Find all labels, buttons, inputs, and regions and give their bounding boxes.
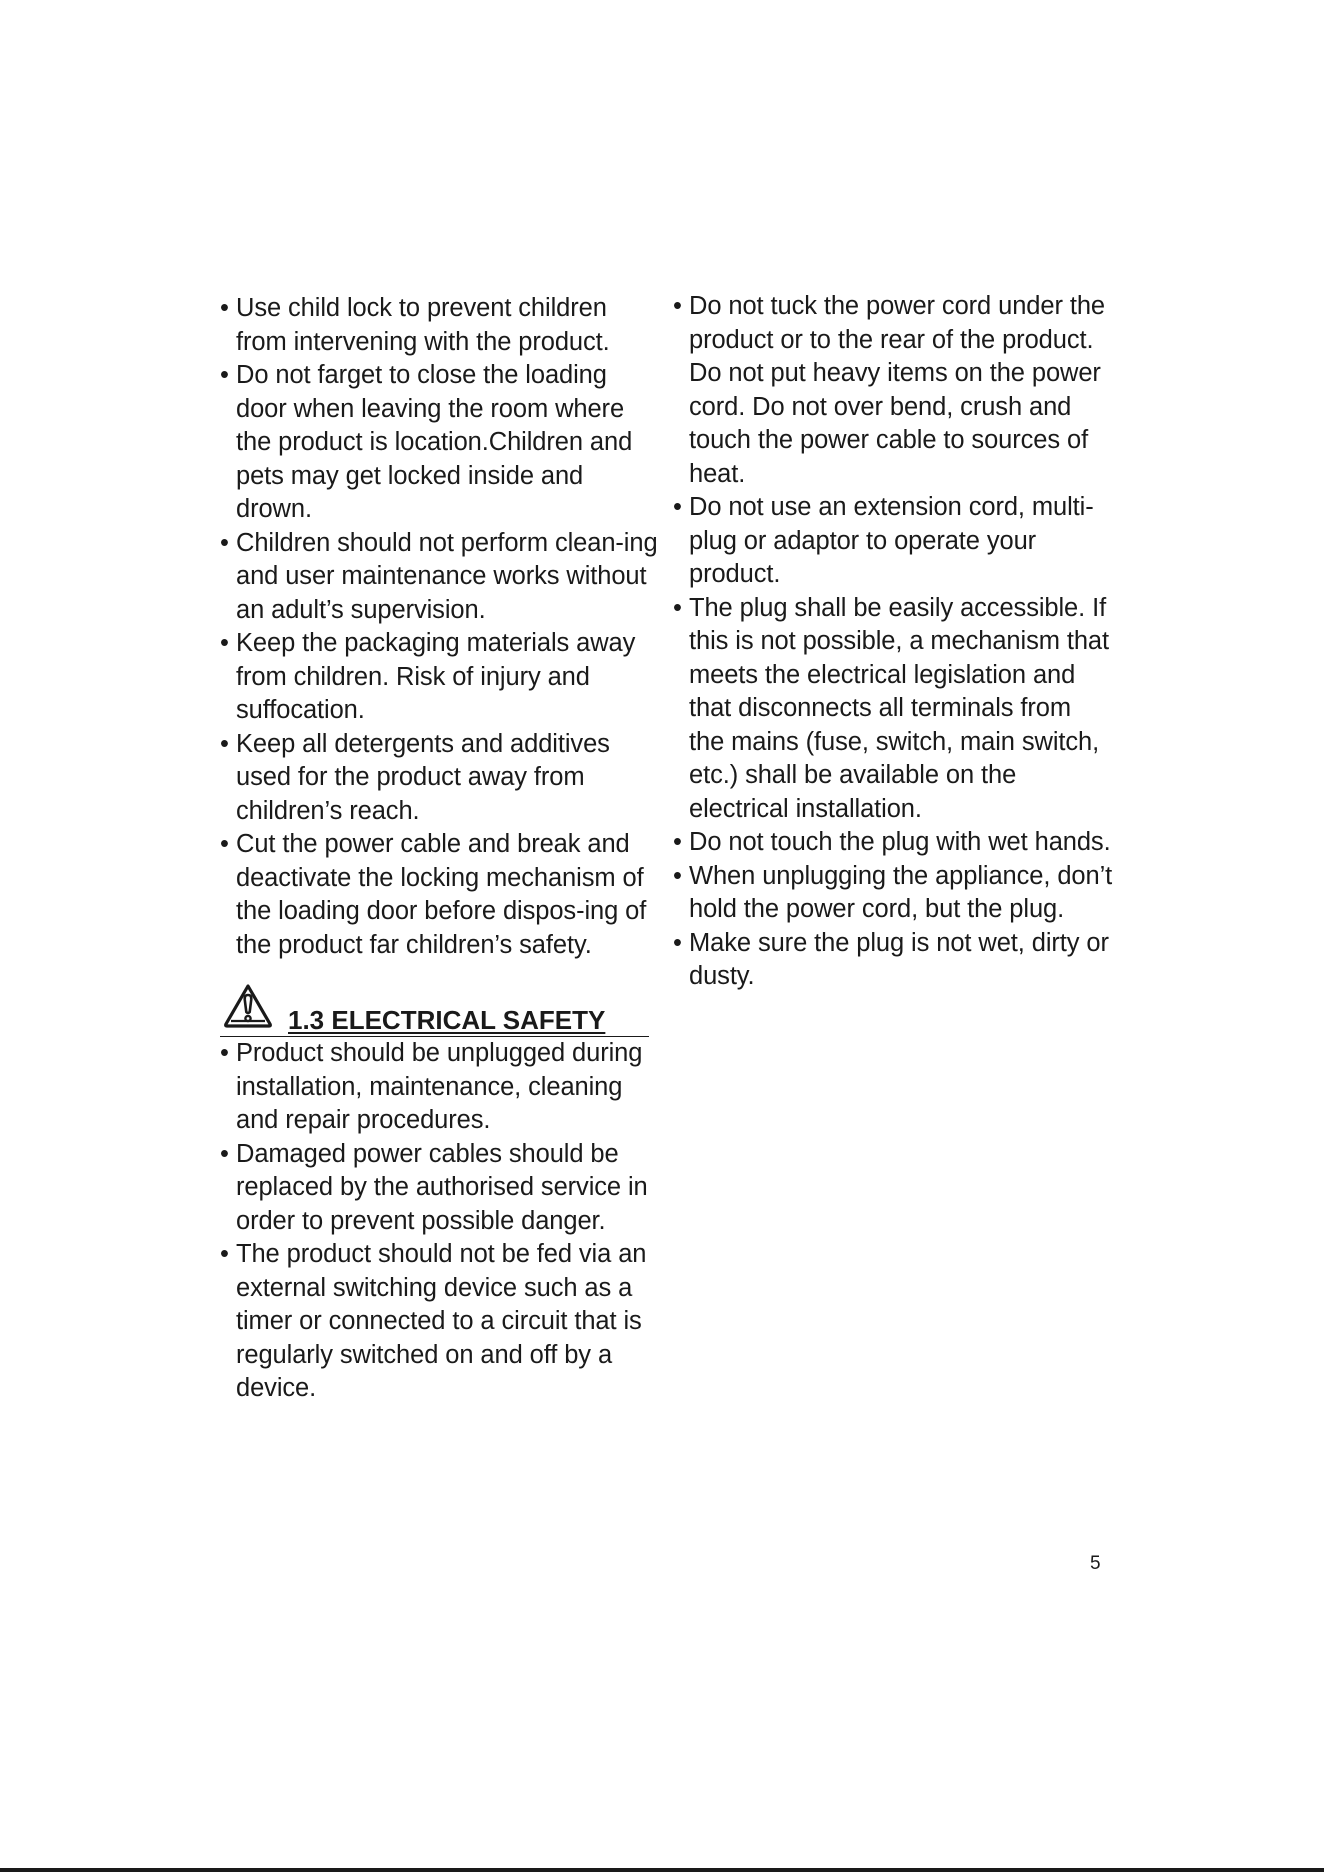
bullet: • xyxy=(673,593,682,622)
bullet: • xyxy=(220,830,229,858)
safety-list-children xyxy=(220,292,660,962)
bullet: • xyxy=(673,928,682,957)
right-column xyxy=(673,290,1113,994)
bullet: • xyxy=(220,1139,229,1168)
bullet: • xyxy=(673,861,682,890)
list-item-text: Cut the power cable and break and deactivate the locking mechanism of the loading door before dispos-ing of the product far children’s safety. xyxy=(236,830,647,959)
bullet: • xyxy=(220,528,229,557)
list-item xyxy=(673,592,1113,827)
list-item-text: Use child lock to prevent children from intervening with the product. xyxy=(236,294,610,356)
section-title: 1.3 ELECTRICAL SAFETY xyxy=(288,1005,606,1035)
list-item-text: Damaged power cables should be replaced by the authorised service in order to prevent possible danger. xyxy=(236,1139,648,1235)
list-item-text: Do not farget to close the loading door when leaving the room where the product is location.Children and pets may get locked inside and drown. xyxy=(236,361,633,523)
list-item xyxy=(220,1138,660,1239)
safety-list-power-cord xyxy=(673,290,1113,994)
list-item xyxy=(220,1037,660,1138)
list-item-text: Keep all detergents and additives used for the product away from children’s reach. xyxy=(236,729,610,825)
list-item xyxy=(220,828,660,962)
list-item-text: Product should be unplugged during installation, maintenance, cleaning and repair procedures. xyxy=(236,1039,643,1134)
list-item-text: Do not use an extension cord, multi-plug or adaptor to operate your product. xyxy=(689,493,1094,588)
list-item xyxy=(220,1238,660,1406)
section-heading-electrical-safety xyxy=(220,980,649,1037)
bullet: • xyxy=(673,828,682,856)
list-item-text: When unplugging the appliance, don’t hold the power cord, but the plug. xyxy=(689,861,1113,923)
bullet: • xyxy=(673,292,682,320)
list-item-text: Make sure the plug is not wet, dirty or dusty. xyxy=(689,928,1109,990)
page-number: 5 xyxy=(1090,1553,1101,1574)
list-item xyxy=(220,292,660,359)
list-item xyxy=(673,826,1113,860)
left-column xyxy=(220,292,660,1406)
bullet: • xyxy=(220,1240,229,1268)
bullet: • xyxy=(220,729,229,758)
bullet: • xyxy=(673,493,682,521)
warning-triangle-icon xyxy=(222,980,274,1030)
list-item xyxy=(673,491,1113,592)
bullet: • xyxy=(220,1039,229,1067)
list-item-text: Do not touch the plug with wet hands. xyxy=(689,828,1111,856)
bottom-border xyxy=(0,1868,1324,1872)
list-item xyxy=(220,527,660,628)
list-item-text: The product should not be fed via an external switching device such as a timer or connected to a circuit that is regularly switched on and off by a device. xyxy=(236,1240,647,1402)
bullet: • xyxy=(220,294,229,322)
list-item-text: The plug shall be easily accessible. If this is not possible, a mechanism that meets the electrical legislation and that disconnects all terminals from the mains (fuse, switch, main switch, etc.) shall be available on the electrical installation. xyxy=(689,593,1109,823)
list-item xyxy=(220,728,660,829)
list-item-text: Do not tuck the power cord under the product or to the rear of the product. Do not put heavy items on the power cord. Do not over bend, crush and touch the power cable to sources of heat. xyxy=(689,292,1105,488)
list-item xyxy=(673,290,1113,491)
bullet: • xyxy=(220,629,229,657)
list-item xyxy=(220,627,660,728)
list-item-text: Children should not perform clean-ing and user maintenance works without an adult’s supervision. xyxy=(236,528,658,624)
bullet: • xyxy=(220,361,229,389)
list-item xyxy=(220,359,660,527)
list-item xyxy=(673,860,1113,927)
safety-list-electrical xyxy=(220,1037,660,1406)
list-item xyxy=(673,927,1113,994)
list-item-text: Keep the packaging materials away from children. Risk of injury and suffocation. xyxy=(236,629,636,724)
